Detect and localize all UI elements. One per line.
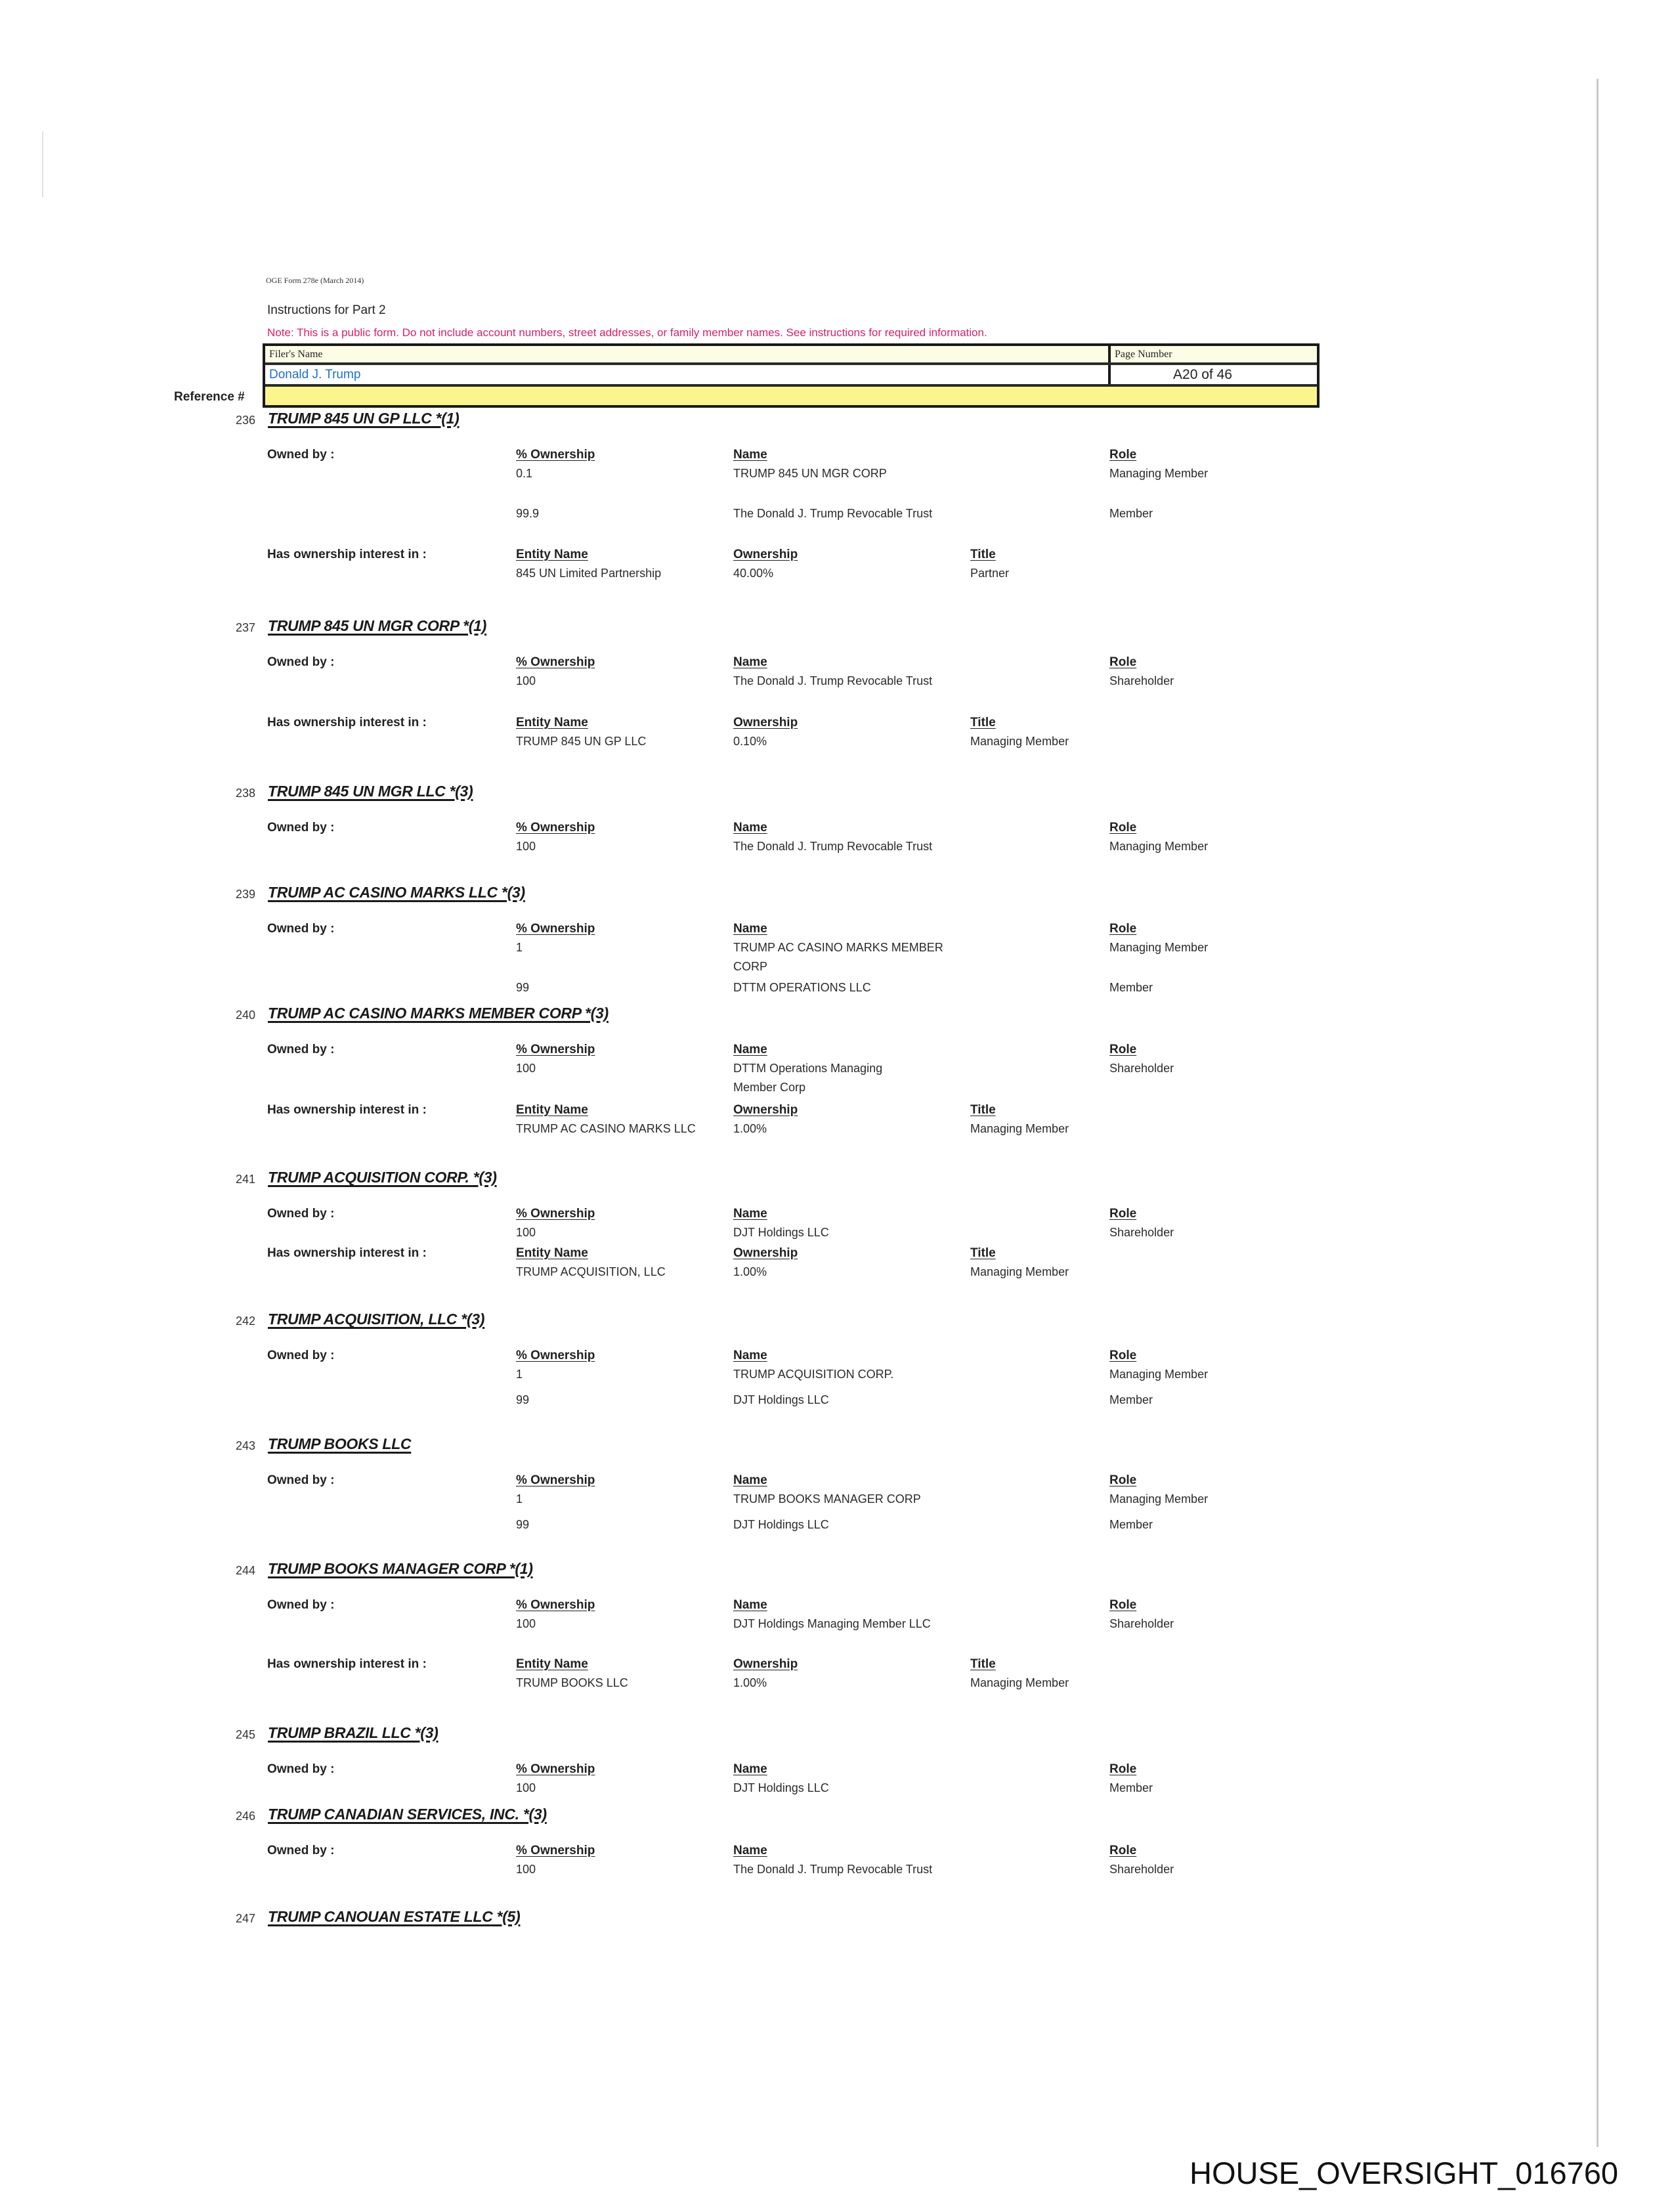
has-interest-label: Has ownership interest in : <box>267 716 427 729</box>
section-entity-title: TRUMP BOOKS MANAGER CORP *(1) <box>268 1560 533 1577</box>
owner-name: TRUMP AC CASINO MARKS MEMBER <box>733 941 943 954</box>
section-ref-number: 239 <box>236 888 256 901</box>
section-ref-number: 244 <box>236 1564 256 1577</box>
owner-role: Member <box>1109 1781 1153 1794</box>
interest-title: Managing Member <box>970 1122 1069 1135</box>
owner-pct: 99 <box>516 1518 530 1531</box>
owned-by-label: Owned by : <box>267 1844 335 1857</box>
owner-role: Shareholder <box>1109 1062 1174 1075</box>
entity-name-header: Entity Name <box>516 548 588 561</box>
header-value-row <box>265 365 1317 387</box>
owned-by-label: Owned by : <box>267 1598 335 1612</box>
owner-pct: 99 <box>516 981 530 994</box>
section-ref-number: 236 <box>236 414 256 427</box>
role-header: Role <box>1109 922 1137 936</box>
owner-name: DTTM OPERATIONS LLC <box>733 981 871 994</box>
role-header: Role <box>1109 1762 1137 1776</box>
interest-entity: 845 UN Limited Partnership <box>516 567 662 580</box>
owner-pct: 100 <box>516 1062 536 1075</box>
section-entity-title: TRUMP CANOUAN ESTATE LLC *(5) <box>268 1908 521 1925</box>
interest-ownership: 40.00% <box>733 567 774 580</box>
owned-by-label: Owned by : <box>267 1762 335 1776</box>
name-header: Name <box>733 1762 767 1776</box>
interest-ownership: 0.10% <box>733 735 767 748</box>
has-interest-label: Has ownership interest in : <box>267 1103 427 1117</box>
scan-edge-right <box>1597 79 1599 2147</box>
interest-entity: TRUMP BOOKS LLC <box>516 1676 628 1689</box>
owner-pct: 99.9 <box>516 507 540 520</box>
owner-role: Shareholder <box>1109 1226 1174 1239</box>
owner-role: Shareholder <box>1109 1617 1174 1630</box>
role-header: Role <box>1109 1473 1137 1487</box>
name-header: Name <box>733 1598 767 1612</box>
pct-ownership-header: % Ownership <box>516 1598 595 1612</box>
interest-title: Partner <box>970 567 1010 580</box>
section-entity-title: TRUMP ACQUISITION CORP. *(3) <box>268 1169 497 1186</box>
owner-role: Managing Member <box>1109 1368 1209 1381</box>
owner-name: TRUMP ACQUISITION CORP. <box>733 1368 894 1381</box>
name-header: Name <box>733 1844 767 1857</box>
owner-name: DJT Holdings LLC <box>733 1393 829 1406</box>
ownership-header: Ownership <box>733 716 798 729</box>
pct-ownership-header: % Ownership <box>516 448 595 462</box>
name-header: Name <box>733 448 767 462</box>
public-form-note: Note: This is a public form. Do not include account numbers, street addresses, or family member names. See instructions for required information. <box>267 326 987 339</box>
owner-role: Managing Member <box>1109 467 1209 480</box>
owned-by-label: Owned by : <box>267 448 335 462</box>
role-header: Role <box>1109 1043 1137 1056</box>
entity-name-header: Entity Name <box>516 1103 588 1117</box>
owner-role: Member <box>1109 1393 1153 1406</box>
owner-pct: 100 <box>516 1781 536 1794</box>
bates-number: HOUSE_OVERSIGHT_016760 <box>1190 2156 1619 2190</box>
interest-title: Managing Member <box>970 735 1069 748</box>
pct-ownership-header: % Ownership <box>516 1043 595 1056</box>
role-header: Role <box>1109 1207 1137 1221</box>
entity-name-header: Entity Name <box>516 1246 588 1260</box>
role-header: Role <box>1109 1349 1137 1362</box>
name-header: Name <box>733 1207 767 1221</box>
owner-name-line2: CORP <box>733 960 768 973</box>
page-number-value: A20 of 46 <box>1173 367 1232 382</box>
owner-pct: 0.1 <box>516 467 533 480</box>
owner-name: The Donald J. Trump Revocable Trust <box>733 1863 933 1876</box>
section-ref-number: 247 <box>236 1912 256 1925</box>
pct-ownership-header: % Ownership <box>516 1473 595 1487</box>
owner-pct: 1 <box>516 1368 523 1381</box>
section-entity-title: TRUMP ACQUISITION, LLC *(3) <box>268 1311 485 1328</box>
owned-by-label: Owned by : <box>267 1207 335 1221</box>
role-header: Role <box>1109 1598 1137 1612</box>
owner-name-line2: Member Corp <box>733 1081 806 1094</box>
entity-name-header: Entity Name <box>516 716 588 729</box>
reference-label: Reference # <box>174 390 245 404</box>
section-ref-number: 238 <box>236 787 256 800</box>
title-header: Title <box>970 716 996 729</box>
section-entity-title: TRUMP AC CASINO MARKS MEMBER CORP *(3) <box>268 1005 609 1022</box>
owner-pct: 99 <box>516 1393 530 1406</box>
pct-ownership-header: % Ownership <box>516 1762 595 1776</box>
filer-name-value: Donald J. Trump <box>269 368 361 381</box>
section-ref-number: 245 <box>236 1728 256 1741</box>
section-entity-title: TRUMP 845 UN MGR LLC *(3) <box>268 783 473 800</box>
owner-role: Member <box>1109 507 1153 520</box>
section-entity-title: TRUMP 845 UN GP LLC *(1) <box>268 410 460 427</box>
owner-role: Managing Member <box>1109 941 1209 954</box>
owned-by-label: Owned by : <box>267 1473 335 1487</box>
instructions-heading: Instructions for Part 2 <box>267 303 386 317</box>
section-entity-title: TRUMP BOOKS LLC <box>268 1435 412 1452</box>
interest-entity: TRUMP AC CASINO MARKS LLC <box>516 1122 696 1135</box>
pct-ownership-header: % Ownership <box>516 821 595 835</box>
section-ref-number: 240 <box>236 1008 256 1022</box>
section-ref-number: 237 <box>236 621 256 634</box>
role-header: Role <box>1109 1844 1137 1857</box>
owner-role: Managing Member <box>1109 1492 1209 1506</box>
filer-header-table <box>263 343 1320 408</box>
title-header: Title <box>970 548 996 561</box>
section-ref-number: 241 <box>236 1173 256 1186</box>
name-header: Name <box>733 1349 767 1362</box>
owner-name: DJT Holdings LLC <box>733 1518 829 1531</box>
interest-entity: TRUMP 845 UN GP LLC <box>516 735 647 748</box>
section-entity-title: TRUMP BRAZIL LLC *(3) <box>268 1724 439 1741</box>
owner-name: DJT Holdings LLC <box>733 1781 829 1794</box>
owner-role: Shareholder <box>1109 1863 1174 1876</box>
section-entity-title: TRUMP CANADIAN SERVICES, INC. *(3) <box>268 1806 547 1823</box>
owner-name: DTTM Operations Managing <box>733 1062 883 1075</box>
owner-pct: 100 <box>516 1226 536 1239</box>
ownership-header: Ownership <box>733 1103 798 1117</box>
owner-pct: 100 <box>516 840 536 853</box>
owner-role: Member <box>1109 981 1153 994</box>
has-interest-label: Has ownership interest in : <box>267 1657 427 1671</box>
owner-name: DJT Holdings LLC <box>733 1226 829 1239</box>
owner-name: The Donald J. Trump Revocable Trust <box>733 840 933 853</box>
name-header: Name <box>733 821 767 835</box>
interest-entity: TRUMP ACQUISITION, LLC <box>516 1265 666 1278</box>
owner-role: Managing Member <box>1109 840 1209 853</box>
pct-ownership-header: % Ownership <box>516 1844 595 1857</box>
ownership-header: Ownership <box>733 548 798 561</box>
owner-name: The Donald J. Trump Revocable Trust <box>733 674 933 687</box>
filer-name-label: Filer's Name <box>269 349 323 360</box>
owner-name: DJT Holdings Managing Member LLC <box>733 1617 931 1630</box>
owned-by-label: Owned by : <box>267 1043 335 1056</box>
header-label-row <box>265 346 1317 365</box>
pct-ownership-header: % Ownership <box>516 1207 595 1221</box>
has-interest-label: Has ownership interest in : <box>267 1246 427 1260</box>
owner-role: Shareholder <box>1109 674 1174 687</box>
name-header: Name <box>733 922 767 936</box>
interest-title: Managing Member <box>970 1676 1069 1689</box>
reference-row <box>265 387 1317 405</box>
page-number-label: Page Number <box>1115 349 1172 360</box>
pct-ownership-header: % Ownership <box>516 922 595 936</box>
interest-ownership: 1.00% <box>733 1265 767 1278</box>
ownership-header: Ownership <box>733 1246 798 1260</box>
interest-ownership: 1.00% <box>733 1122 767 1135</box>
entity-name-header: Entity Name <box>516 1657 588 1671</box>
has-interest-label: Has ownership interest in : <box>267 548 427 561</box>
owner-name: The Donald J. Trump Revocable Trust <box>733 507 933 520</box>
interest-title: Managing Member <box>970 1265 1069 1278</box>
section-entity-title: TRUMP AC CASINO MARKS LLC *(3) <box>268 884 525 901</box>
owned-by-label: Owned by : <box>267 922 335 936</box>
pct-ownership-header: % Ownership <box>516 655 595 669</box>
section-entity-title: TRUMP 845 UN MGR CORP *(1) <box>268 617 486 634</box>
role-header: Role <box>1109 655 1137 669</box>
ownership-header: Ownership <box>733 1657 798 1671</box>
name-header: Name <box>733 1473 767 1487</box>
name-header: Name <box>733 1043 767 1056</box>
section-ref-number: 246 <box>236 1810 256 1823</box>
owner-role: Member <box>1109 1518 1153 1531</box>
owner-name: TRUMP BOOKS MANAGER CORP <box>733 1492 921 1506</box>
owned-by-label: Owned by : <box>267 1349 335 1362</box>
section-ref-number: 243 <box>236 1439 256 1452</box>
title-header: Title <box>970 1103 996 1117</box>
owner-name: TRUMP 845 UN MGR CORP <box>733 467 887 480</box>
pct-ownership-header: % Ownership <box>516 1349 595 1362</box>
owner-pct: 100 <box>516 674 536 687</box>
title-header: Title <box>970 1246 996 1260</box>
role-header: Role <box>1109 821 1137 835</box>
owner-pct: 100 <box>516 1863 536 1876</box>
title-header: Title <box>970 1657 996 1671</box>
owner-pct: 100 <box>516 1617 536 1630</box>
owned-by-label: Owned by : <box>267 655 335 669</box>
form-id: OGE Form 278e (March 2014) <box>266 276 364 285</box>
scan-edge-left <box>42 131 43 197</box>
owned-by-label: Owned by : <box>267 821 335 835</box>
interest-ownership: 1.00% <box>733 1676 767 1689</box>
role-header: Role <box>1109 448 1137 462</box>
section-ref-number: 242 <box>236 1314 256 1328</box>
owner-pct: 1 <box>516 941 523 954</box>
owner-pct: 1 <box>516 1492 523 1506</box>
name-header: Name <box>733 655 767 669</box>
